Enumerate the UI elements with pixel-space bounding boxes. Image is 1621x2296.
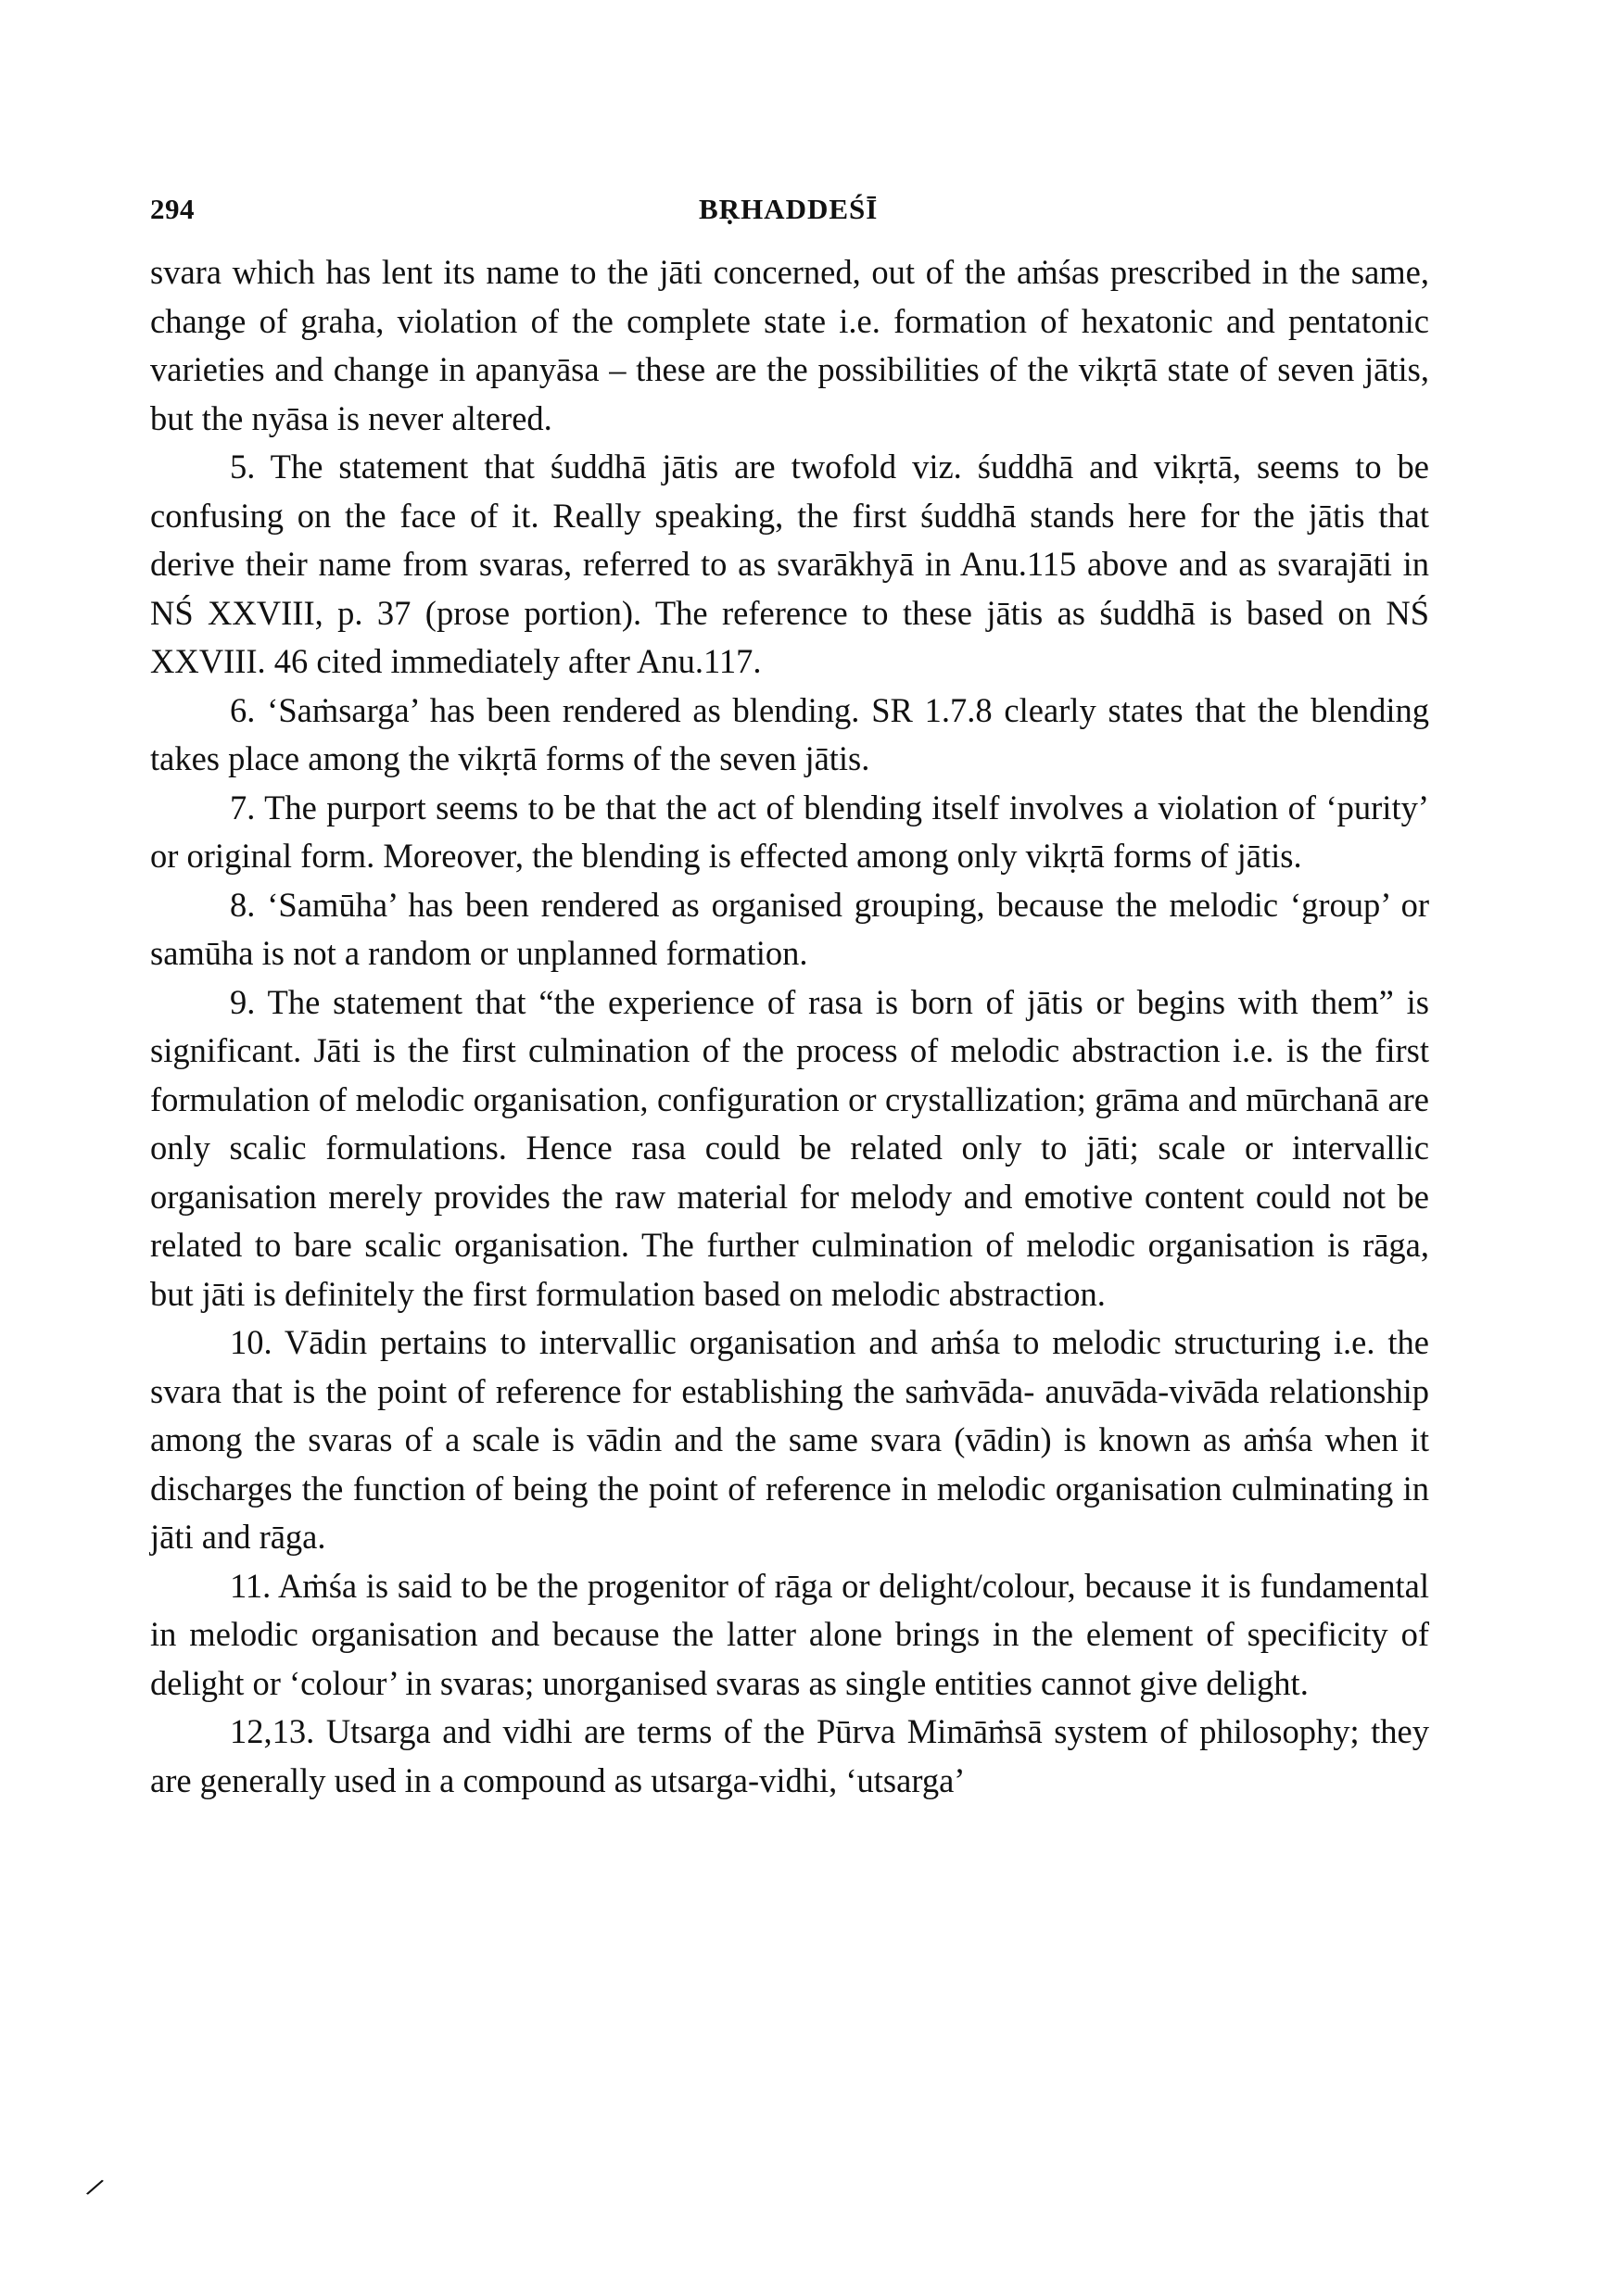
note-8: 8. ‘Samūha’ has been rendered as organised grouping, because the melodic ‘group’ or samūha is not a random or unplanned formation. — [150, 885, 1429, 972]
running-head — [150, 193, 1429, 230]
note-11: 11. Aṁśa is said to be the progenitor of rāga or delight/colour, because it is fundamental in melodic organisation and because the latter alone brings in the element of specificity of delight or ‘colour’ in svaras; unorganised svaras as single entities cannot give delight. — [150, 1566, 1429, 1702]
note-6: 6. ‘Saṁsarga’ has been rendered as blending. SR 1.7.8 clearly states that the blending takes place among the vikṛtā forms of the seven jātis. — [150, 690, 1429, 777]
note-12-13: 12,13. Utsarga and vidhi are terms of the Pūrva Mimāṁsā system of philosophy; they are generally used in a compound as utsarga-vidhi, ‘utsarga’ — [150, 1712, 1429, 1799]
body-text — [150, 248, 1429, 1805]
note-9: 9. The statement that “the experience of rasa is born of jātis or begins with them” is significant. Jāti is the first culmination of the process of melodic abstraction i.e. is the first formulation of melodic organisation, configuration or crystallization; grāma and mūrchanā are only scalic formulations. Hence rasa could be related only to jāti; scale or intervallic organisation merely provides the raw material for melody and emotive content could not be related to bare scalic organisation. The further culmination of melodic organisation is rāga, but jāti is definitely the first formulation based on melodic abstraction. — [150, 982, 1429, 1313]
running-title: BṚHADDEŚĪ — [699, 193, 879, 225]
margin-mark: / — [82, 2170, 108, 2203]
note-5: 5. The statement that śuddhā jātis are twofold viz. śuddhā and vikṛtā, seems to be confusing on the face of it. Really speaking, the first śuddhā stands here for the jātis that derive their name from svaras, referred to as svarākhyā in Anu.115 above and as svarajāti in NŚ XXVIII, p. 37 (prose portion). The reference to these jātis as śuddhā is based on NŚ XXVIII. 46 cited immediately after Anu.117. — [150, 448, 1429, 680]
note-10: 10. Vādin pertains to intervallic organisation and aṁśa to melodic structuring i.e. the svara that is the point of reference for establishing the saṁvāda- anuvāda-vivāda relationship among the svaras of a scale is vādin and the same svara (vādin) is known as aṁśa when it discharges the function of being the point of reference in melodic organisation culminating in jāti and rāga. — [150, 1323, 1429, 1556]
note-7: 7. The purport seems to be that the act of blending itself involves a violation of ‘purity’ or original form. Moreover, the blending is effected among only vikṛtā forms of jātis. — [150, 788, 1429, 875]
page-number: 294 — [150, 193, 195, 225]
paragraph-continuation: svara which has lent its name to the jāti concerned, out of the aṁśas prescribed in the same, change of graha, violation of the complete state i.e. formation of hexatonic and pentatonic varieties and change in apanyāsa – these are the possibilities of the vikṛtā state of seven jātis, but the nyāsa is never altered. — [150, 253, 1429, 437]
